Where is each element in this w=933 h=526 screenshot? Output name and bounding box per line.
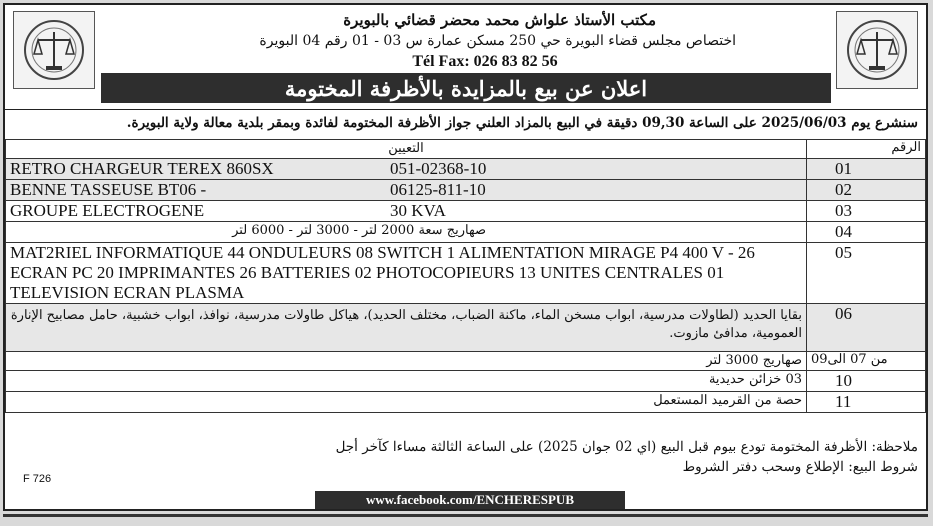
item-name: BENNE TASSEUSE BT06 - [10, 180, 207, 199]
col-num-header: الرقم [807, 140, 926, 159]
item-number: 10 [807, 371, 926, 392]
facebook-link[interactable]: www.facebook.com/ENCHERESPUB [315, 491, 625, 509]
announcement-text: سنشرع يوم 2025/06/03 على الساعة 09,30 دقيقة في البيع بالمزاد العلني جواز الأظرفة المختومة لفائدة وبمقر بلدية معالة ولاية البويرة. [5, 109, 926, 139]
item-text: 03 خزائن حديدية [6, 371, 807, 392]
sale-conditions: شروط البيع: الإطلاع وسحب دفتر الشروط [682, 459, 918, 475]
table-row [6, 371, 926, 392]
col-desc-header: التعيين [6, 140, 807, 159]
notice-title-banner: اعلان عن بيع بالمزايدة بالأظرفة المختومة [101, 73, 831, 103]
item-name: GROUPE ELECTROGENE [10, 201, 205, 220]
deadline-note: ملاحظة: الأظرفة المختومة تودع بيوم قبل البيع (اي 02 جوان 2025) على الساعة الثالثة مساءا كآخر أجل [335, 439, 918, 455]
item-number: 03 [807, 201, 926, 222]
item-code: 051-02368-10 [390, 159, 487, 178]
divider [3, 514, 928, 517]
item-text: صهاريج سعة 2000 لتر - 3000 لتر - 6000 لتر [6, 222, 807, 243]
item-text: حصة من القرميد المستعمل [6, 392, 807, 413]
tel-fax: Tél Fax: 026 83 82 56 [412, 53, 558, 70]
justice-seal-icon [836, 11, 918, 89]
item-code: 06125-811-10 [390, 180, 486, 199]
table-header [6, 140, 926, 159]
item-number: 04 [807, 222, 926, 243]
table-row [6, 243, 926, 304]
item-text: بقايا الحديد (لطاولات مدرسية، ابواب مسخن الماء، ماكنة الضباب، مختلف الحديد)، هياكل طاولات مدرسية، نوافذ، ابواب خشبية، حامل مصابيح الإنارة العمومية، مدافئ مازوت. [6, 304, 807, 352]
item-code: 30 KVA [390, 201, 446, 220]
item-number: من 07 الى09 [807, 352, 926, 371]
item-text: MAT2RIEL INFORMATIQUE 44 ONDULEURS 08 SWITCH 1 ALIMENTATION MIRAGE P4 400 V - 26 ECRAN PC 20 IMPRIMANTES 26 BATTERIES 02 PHOTOCOPIEURS 13 UNITES CENTRALES 01 TELEVISION ECRAN PLASMA [6, 243, 807, 304]
table-row [6, 304, 926, 352]
table-row [6, 159, 926, 180]
justice-seal-icon [13, 11, 95, 89]
table-row [6, 392, 926, 413]
reference-code: F 726 [23, 473, 52, 485]
auction-notice [3, 3, 928, 511]
item-number: 02 [807, 180, 926, 201]
office-address: اختصاص مجلس قضاء البويرة حي 250 مسكن عمارة س 03 - 01 رقم 04 البويرة [259, 33, 736, 49]
item-text: صهاريج 3000 لتر [6, 352, 807, 371]
table-row [6, 352, 926, 371]
notice-note [18, 437, 918, 477]
item-number: 11 [807, 392, 926, 413]
item-number: 05 [807, 243, 926, 304]
table-row [6, 222, 926, 243]
item-name: RETRO CHARGEUR TEREX 860SX [10, 159, 274, 178]
item-number: 01 [807, 159, 926, 180]
table-row [6, 201, 926, 222]
notice-header [5, 5, 926, 109]
table-row [6, 180, 926, 201]
items-table [5, 139, 926, 413]
item-number: 06 [807, 304, 926, 352]
office-name: مكتب الأستاذ علواش محمد محضر قضائي بالبويرة [343, 11, 656, 29]
